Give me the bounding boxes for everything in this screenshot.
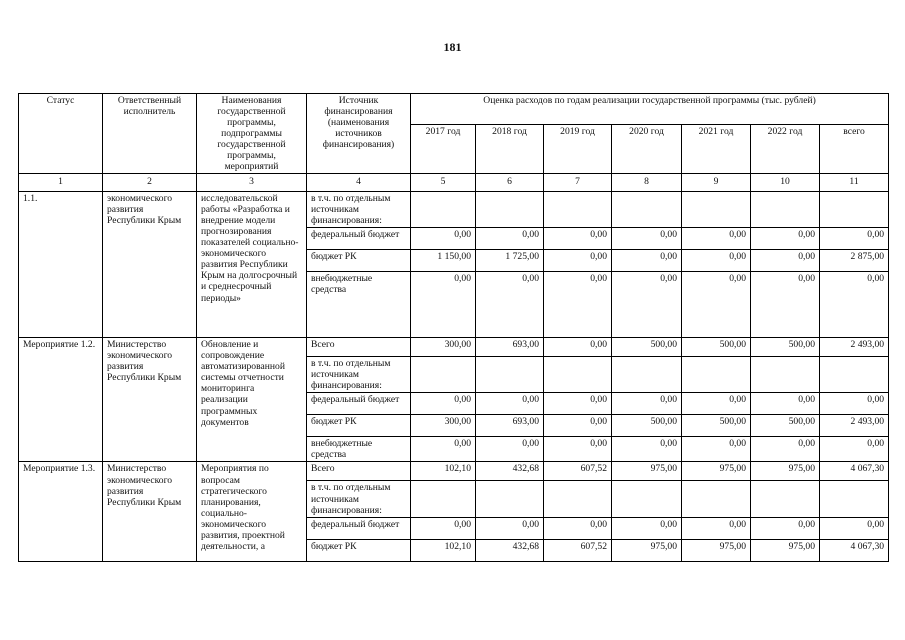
year-amount: 432,68 [476,539,544,561]
table-row [19,192,889,228]
total-amount: 4 067,30 [820,462,889,481]
column-number: 8 [612,174,682,192]
header-year: 2021 год [682,125,751,174]
total-amount: 0,00 [820,517,889,539]
table-body [19,192,889,561]
column-number: 11 [820,174,889,192]
year-amount: 500,00 [751,415,820,437]
year-amount: 0,00 [476,437,544,462]
header-estimate: Оценка расходов по годам реализации государственной программы (тыс. рублей) [411,94,889,125]
year-amount [476,481,544,517]
year-amount [612,481,682,517]
year-amount: 300,00 [411,338,476,357]
year-amount: 0,00 [411,228,476,250]
year-amount [751,481,820,517]
year-amount: 500,00 [682,338,751,357]
funding-source: федеральный бюджет [307,228,411,250]
year-amount: 0,00 [612,437,682,462]
funding-source: Всего [307,338,411,357]
page-number: 181 [443,40,462,54]
year-amount: 102,10 [411,539,476,561]
header-source: Источник финансирования (наименования источников финансирования) [307,94,411,174]
header-executor: Ответственный исполнитель [103,94,197,174]
year-amount: 975,00 [612,539,682,561]
column-number: 9 [682,174,751,192]
header-year: 2019 год [544,125,612,174]
total-amount: 2 493,00 [820,338,889,357]
table-row [19,462,889,481]
year-amount: 0,00 [751,437,820,462]
year-amount [751,192,820,228]
year-amount: 102,10 [411,462,476,481]
row-name: Мероприятия по вопросам стратегического планирования, социально-экономического развития, проектной деятельности, а [197,462,307,561]
row-executor: Министерство экономического развития Республики Крым [103,338,197,462]
year-amount: 0,00 [682,393,751,415]
year-amount: 0,00 [411,393,476,415]
year-amount: 975,00 [682,539,751,561]
year-amount: 0,00 [682,250,751,272]
column-number: 6 [476,174,544,192]
row-name: исследовательской работы «Разработка и внедрение модели прогнозирования показателей социально-экономического развития Республики Крым на долгосрочный и среднесрочный периоды» [197,192,307,338]
row-name: Обновление и сопровождение автоматизированной системы отчетности мониторинга реализации программных документов [197,338,307,462]
year-amount: 0,00 [682,228,751,250]
funding-source: федеральный бюджет [307,517,411,539]
column-number: 2 [103,174,197,192]
year-amount: 0,00 [612,228,682,250]
funding-source: Всего [307,462,411,481]
year-amount: 0,00 [544,272,612,338]
year-amount: 0,00 [544,415,612,437]
year-amount: 607,52 [544,462,612,481]
column-number: 10 [751,174,820,192]
funding-source: в т.ч. по отдельным источникам финансирования: [307,192,411,228]
header-year: 2018 год [476,125,544,174]
year-amount: 0,00 [612,272,682,338]
year-amount [612,192,682,228]
year-amount: 975,00 [751,462,820,481]
year-amount: 0,00 [682,437,751,462]
funding-source: федеральный бюджет [307,393,411,415]
header-year: 2020 год [612,125,682,174]
year-amount [751,357,820,393]
total-amount: 0,00 [820,393,889,415]
year-amount [544,481,612,517]
total-amount: 4 067,30 [820,539,889,561]
year-amount: 975,00 [612,462,682,481]
year-amount [411,357,476,393]
funding-source: в т.ч. по отдельным источникам финансирования: [307,481,411,517]
year-amount [682,481,751,517]
funding-source: в т.ч. по отдельным источникам финансирования: [307,357,411,393]
year-amount: 975,00 [751,539,820,561]
year-amount: 693,00 [476,338,544,357]
year-amount: 0,00 [411,437,476,462]
row-executor: Министерство экономического развития Республики Крым [103,462,197,561]
total-amount: 0,00 [820,437,889,462]
year-amount: 500,00 [751,338,820,357]
funding-source: внебюджетные средства [307,272,411,338]
year-amount: 607,52 [544,539,612,561]
year-amount: 500,00 [612,415,682,437]
year-amount: 0,00 [544,250,612,272]
year-amount: 0,00 [476,393,544,415]
total-amount: 2 875,00 [820,250,889,272]
year-amount: 500,00 [682,415,751,437]
year-amount [544,192,612,228]
year-amount: 0,00 [411,272,476,338]
header-year: 2022 год [751,125,820,174]
year-amount [544,357,612,393]
year-amount: 432,68 [476,462,544,481]
total-amount: 2 493,00 [820,415,889,437]
row-executor: экономического развития Республики Крым [103,192,197,338]
year-amount: 0,00 [411,517,476,539]
total-amount [820,481,889,517]
year-amount: 0,00 [612,393,682,415]
year-amount: 0,00 [476,228,544,250]
total-amount [820,192,889,228]
year-amount: 300,00 [411,415,476,437]
year-amount: 0,00 [682,517,751,539]
total-amount: 0,00 [820,272,889,338]
header-total: всего [820,125,889,174]
funding-source: бюджет РК [307,250,411,272]
year-amount: 0,00 [751,517,820,539]
year-amount: 1 150,00 [411,250,476,272]
funding-source: бюджет РК [307,415,411,437]
header-status: Статус [19,94,103,174]
total-amount [820,357,889,393]
year-amount: 0,00 [476,517,544,539]
column-number: 5 [411,174,476,192]
year-amount: 1 725,00 [476,250,544,272]
row-status: Мероприятие 1.2. [19,338,103,462]
header-year: 2017 год [411,125,476,174]
column-number: 1 [19,174,103,192]
year-amount: 500,00 [612,338,682,357]
year-amount: 0,00 [751,228,820,250]
year-amount: 0,00 [544,437,612,462]
funding-source: бюджет РК [307,539,411,561]
budget-table [18,93,889,562]
year-amount [682,192,751,228]
year-amount: 0,00 [751,272,820,338]
year-amount: 975,00 [682,462,751,481]
column-number: 3 [197,174,307,192]
year-amount: 0,00 [476,272,544,338]
year-amount: 0,00 [544,338,612,357]
year-amount [612,357,682,393]
column-number: 7 [544,174,612,192]
year-amount [411,192,476,228]
row-status: 1.1. [19,192,103,338]
row-status: Мероприятие 1.3. [19,462,103,561]
year-amount: 0,00 [612,517,682,539]
header-name: Наименования государственной программы, подпрограммы государственной программы, мероприятий [197,94,307,174]
year-amount: 0,00 [751,393,820,415]
year-amount [682,357,751,393]
table-header [19,94,889,192]
year-amount [476,357,544,393]
year-amount: 693,00 [476,415,544,437]
year-amount: 0,00 [544,517,612,539]
year-amount [411,481,476,517]
year-amount: 0,00 [612,250,682,272]
funding-source: внебюджетные средства [307,437,411,462]
year-amount: 0,00 [751,250,820,272]
table-row [19,338,889,357]
total-amount: 0,00 [820,228,889,250]
year-amount: 0,00 [682,272,751,338]
year-amount [476,192,544,228]
year-amount: 0,00 [544,393,612,415]
column-number: 4 [307,174,411,192]
column-numbers-row [19,174,889,192]
year-amount: 0,00 [544,228,612,250]
